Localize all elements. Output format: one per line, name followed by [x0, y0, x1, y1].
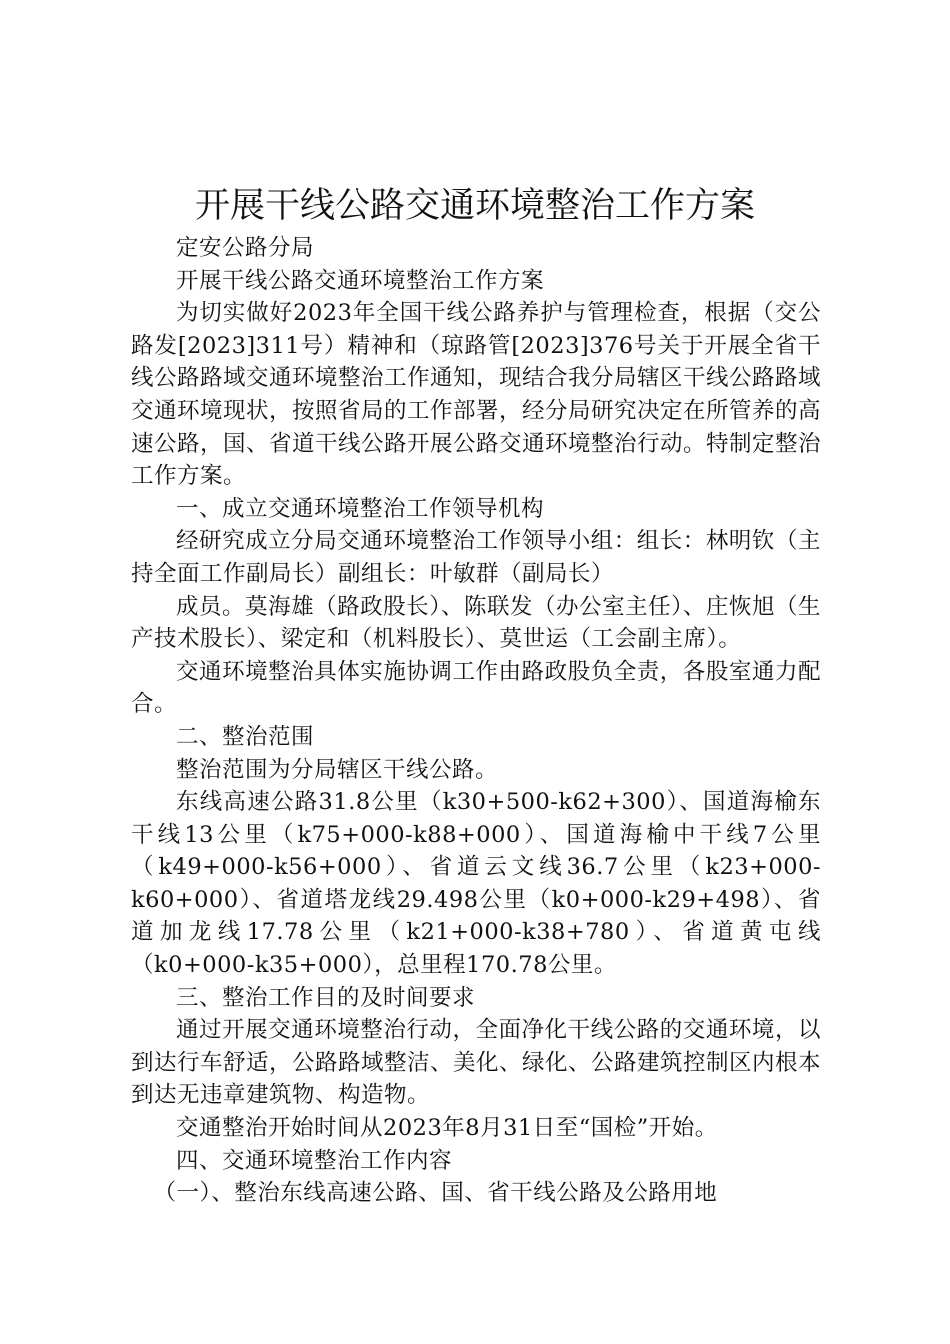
paragraph-subtitle: 开展干线公路交通环境整治工作方案: [176, 267, 545, 294]
document-title: 开展干线公路交通环境整治工作方案: [194, 186, 755, 226]
section-heading-3: 三、整治工作目的及时间要求: [176, 984, 476, 1011]
paragraph-road-list: 东线高速公路31.8公里（k30+500-k62+300）、国道海榆东干线13公里（k75+000-k88+000）、国道海榆中干线7公里（k49+000-k56+000）、省道云文线36.7公里（k23+000-k60+000）、省道塔龙线29.498公里（k0+000-k29+498）、省道加龙线17.78公里（k21+000-k38+780）、省道黄屯线（k0+000-k35+000），总里程170.78公里。: [131, 789, 821, 979]
paragraph-members: 成员。莫海雄（路政股长）、陈联发（办公室主任）、庄恢旭（生产技术股长）、梁定和（机料股长）、莫世运（工会副主席）。: [131, 593, 821, 653]
paragraph-intro: 为切实做好2023年全国干线公路养护与管理检查，根据（交公路发[2023]311号）精神和（琼路管[2023]376号关于开展全省干线公路路域交通环境整治工作通知，现结合我分局辖区干线公路路域交通环境现状，按照省局的工作部署，经分局研究决定在所管养的高速公路，国、省道干线公路开展公路交通环境整治行动。特制定整治工作方案。: [131, 300, 822, 490]
section-heading-4: 四、交通环境整治工作内容: [176, 1147, 453, 1174]
section-heading-2: 二、整治范围: [176, 723, 315, 750]
section-heading-1: 一、成立交通环境整治工作领导机构: [176, 495, 545, 522]
paragraph-leadership: 经研究成立分局交通环境整治工作领导小组：组长：林明钦（主持全面工作副局长）副组长：叶敏群（副局长）: [131, 528, 821, 587]
document-body: [131, 232, 821, 1210]
paragraph-coordination: 交通环境整治具体实施协调工作由路政股负全责，各股室通力配合。: [131, 658, 821, 718]
paragraph-goal: 通过开展交通环境整治行动，全面净化干线公路的交通环境，以到达行车舒适，公路路域整洁、美化、绿化、公路建筑控制区内根本到达无违章建筑物、构造物。: [131, 1017, 822, 1109]
paragraph-author: 定安公路分局: [176, 235, 315, 261]
paragraph-scope: 整治范围为分局辖区干线公路。: [176, 756, 499, 783]
paragraph-timeline: 交通整治开始时间从2023年8月31日至“国检”开始。: [176, 1115, 718, 1142]
paragraph-item-1: （一）、整治东线高速公路、国、省干线公路及公路用地: [153, 1180, 718, 1207]
